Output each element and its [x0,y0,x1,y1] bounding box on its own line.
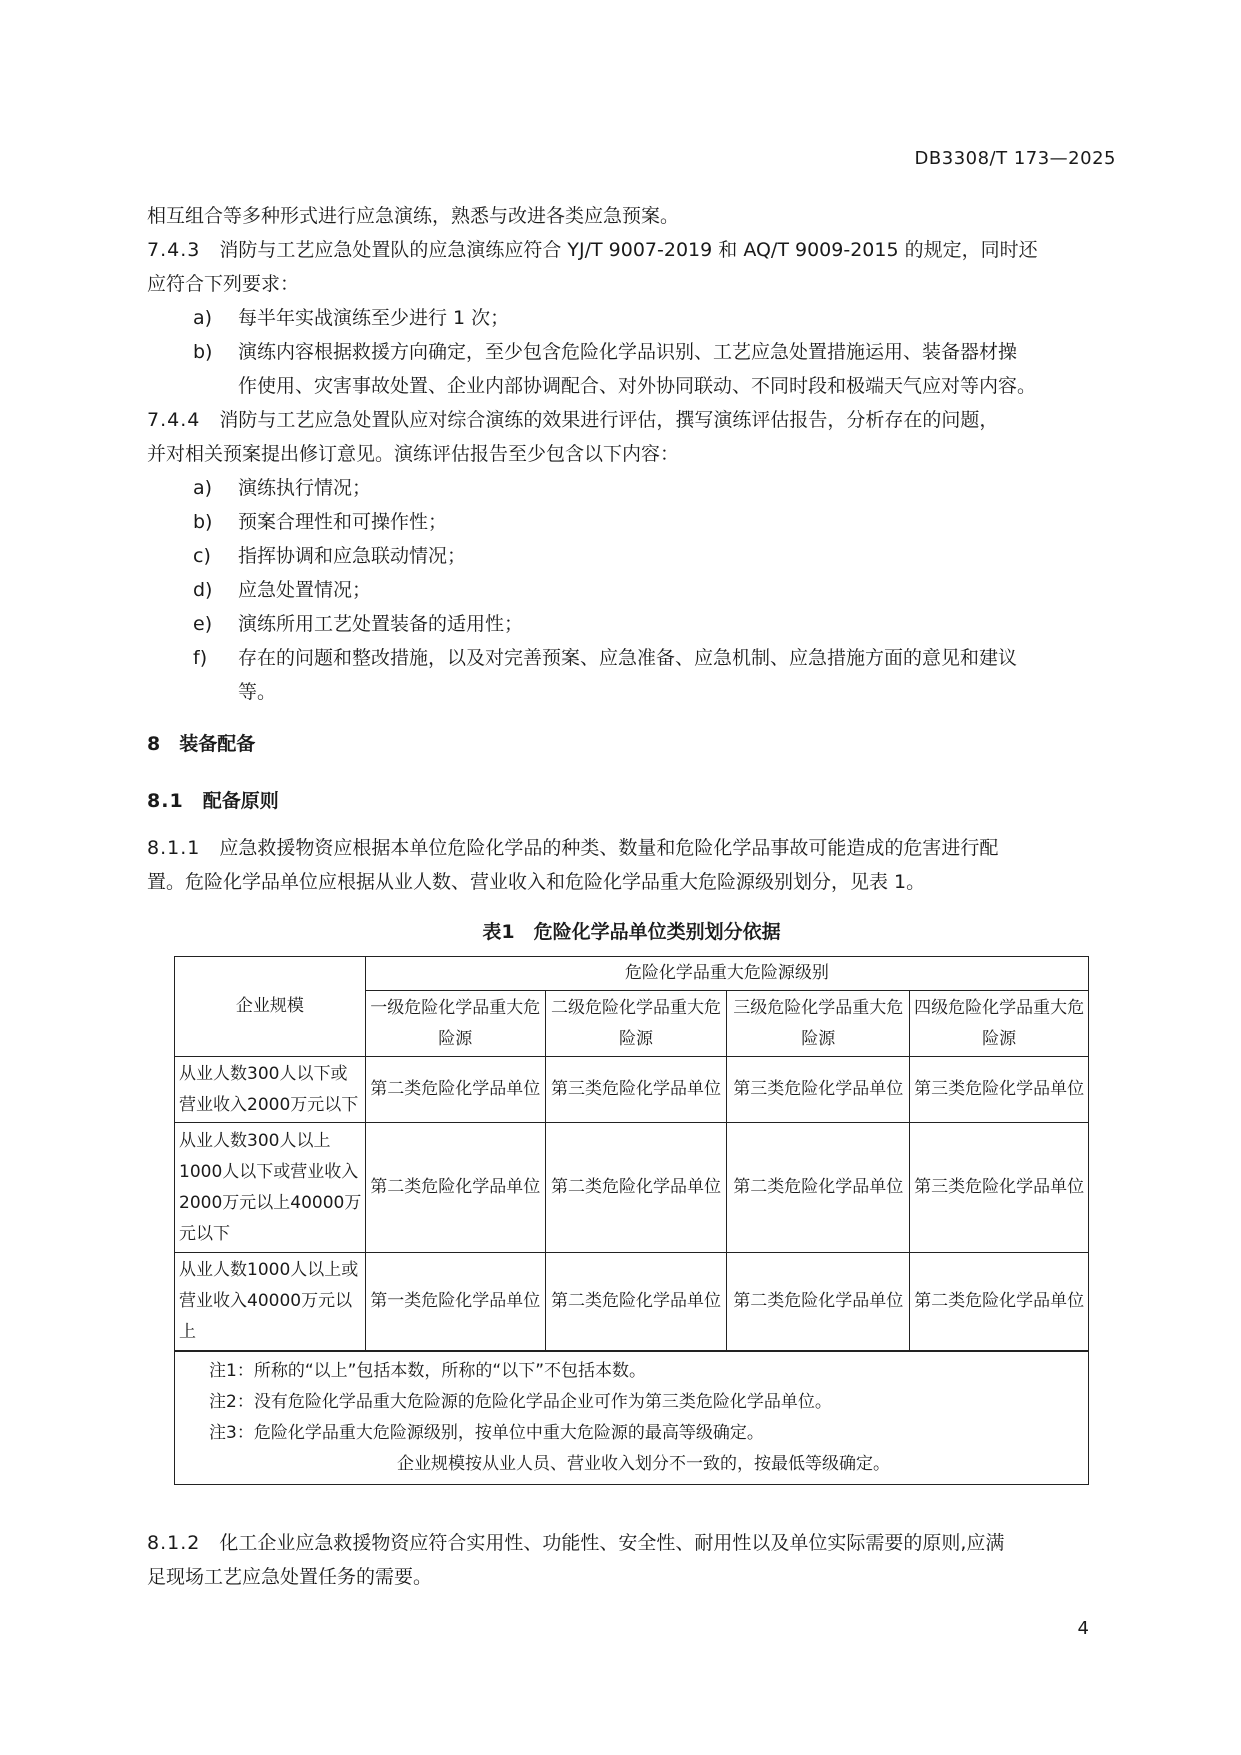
table-cell: 第二类危险化学品单位 [910,1253,1089,1351]
list-marker: a) [193,307,213,329]
table-cell: 第三类危险化学品单位 [545,1057,727,1123]
section-heading-8 [147,727,255,761]
table-note: 注2：没有危险化学品重大危险源的危险化学品企业可作为第三类危险化学品单位。 [209,1391,832,1412]
list-item [193,641,1116,709]
clause-text-line: 应符合下列要求： [147,273,300,295]
column-header-cell: 一级危险化学品重大危险源 [365,991,545,1057]
table-cell: 第二类危险化学品单位 [545,1253,727,1351]
table-cell: 第二类危险化学品单位 [365,1057,545,1123]
list-marker: a) [193,477,213,499]
table-cell: 第二类危险化学品单位 [365,1123,545,1253]
list-text: 等。 [238,681,277,703]
list-text: 演练所用工艺处置装备的适用性； [238,613,524,635]
clause-number: 8.1.2 [147,1532,201,1554]
scale-cell: 从业人数300人以上1000人以下或营业收入2000万元以上40000万元以下 [175,1123,366,1253]
clause-text-line: 并对相关预案提出修订意见。演练评估报告至少包含以下内容： [147,443,680,465]
list-text: 存在的问题和整改措施，以及对完善预案、应急准备、应急机制、应急措施方面的意见和建议 [238,647,1018,669]
table-cell: 第二类危险化学品单位 [727,1253,910,1351]
table-cell: 第二类危险化学品单位 [545,1123,727,1253]
list-marker: e) [193,613,213,635]
list-text: 应急处置情况； [238,579,372,601]
clause-7-4-3 [147,233,1116,301]
table-note: 注3：危险化学品重大危险源级别，按单位中重大危险源的最高等级确定。 [209,1422,764,1443]
clause-text-line: 消防与工艺应急处置队应对综合演练的效果进行评估，撰写演练评估报告，分析存在的问题， [219,409,999,431]
table-cell: 第二类危险化学品单位 [727,1123,910,1253]
section-title: 装备配备 [179,733,256,755]
clause-text-line: 足现场工艺应急处置任务的需要。 [147,1566,433,1588]
clause-text-line: 消防与工艺应急处置队的应急演练应符合 YJ/T 9007-2019 和 AQ/T 9009-2015 的规定，同时还 [219,239,1038,261]
list-marker: f) [193,647,208,669]
table-row [175,1123,1089,1253]
table-note: 企业规模按从业人员、营业收入划分不一致的，按最低等级确定。 [397,1453,890,1474]
table-cell: 第一类危险化学品单位 [365,1253,545,1351]
list-marker: b) [193,511,213,533]
list-text: 作使用、灾害事故处置、企业内部协调配合、对外协同联动、不同时段和极端天气应对等内容。 [238,375,1037,397]
list-text: 预案合理性和可操作性； [238,511,448,533]
page-number: 4 [1077,1618,1089,1639]
scale-cell: 从业人数1000人以上或营业收入40000万元以上 [175,1253,366,1351]
table-note: 注1：所称的“以上”包括本数，所称的“以下”不包括本数。 [209,1360,647,1381]
clause-number: 7.4.4 [147,409,201,431]
table-cell: 第三类危险化学品单位 [727,1057,910,1123]
clause-7-4-4 [147,403,1116,471]
clause-8-1-2 [147,1526,1116,1594]
clause-text-line: 化工企业应急救援物资应符合实用性、功能性、安全性、耐用性以及单位实际需要的原则,应满 [219,1532,1005,1554]
clause-text-line: 置。危险化学品单位应根据从业人数、营业收入和危险化学品重大危险源级别划分，见表 1。 [147,871,926,893]
table-caption: 表1 危险化学品单位类别划分依据 [482,921,781,943]
table-notes [175,1351,1089,1485]
row-header-cell: 企业规模 [175,957,366,1057]
table-cell: 第三类危险化学品单位 [910,1057,1089,1123]
list-text: 指挥协调和应急联动情况； [238,545,467,567]
clause-text-line: 应急救援物资应根据本单位危险化学品的种类、数量和危险化学品事故可能造成的危害进行配 [219,837,999,859]
table-cell: 第三类危险化学品单位 [910,1123,1089,1253]
list-item [193,335,1116,403]
column-header-cell: 二级危险化学品重大危险源 [545,991,727,1057]
section-heading-8-1 [147,784,279,818]
intro-line: 相互组合等多种形式进行应急演练，熟悉与改进各类应急预案。 [147,205,680,227]
table-row [175,1057,1089,1123]
clause-number: 8.1.1 [147,837,201,859]
section-title: 配备原则 [202,790,279,812]
table-row [175,1253,1089,1351]
list-text: 每半年实战演练至少进行 1 次； [238,307,510,329]
list-text: 演练执行情况； [238,477,372,499]
standard-code: DB3308/T 173—2025 [914,148,1116,169]
group-header-cell: 危险化学品重大危险源级别 [365,957,1088,991]
scale-cell: 从业人数300人以下或营业收入2000万元以下 [175,1057,366,1123]
clause-number: 7.4.3 [147,239,201,261]
section-number: 8 [147,733,161,755]
section-number: 8.1 [147,790,184,812]
list-text: 演练内容根据救援方向确定，至少包含危险化学品识别、工艺应急处置措施运用、装备器材操 [238,341,1018,363]
classification-table [174,956,1089,1485]
column-header-cell: 四级危险化学品重大危险源 [910,991,1089,1057]
column-header-cell: 三级危险化学品重大危险源 [727,991,910,1057]
list-marker: d) [193,579,213,601]
list-marker: b) [193,341,213,363]
list-marker: c) [193,545,211,567]
intro-paragraph [147,199,1116,233]
clause-8-1-1 [147,831,1116,899]
